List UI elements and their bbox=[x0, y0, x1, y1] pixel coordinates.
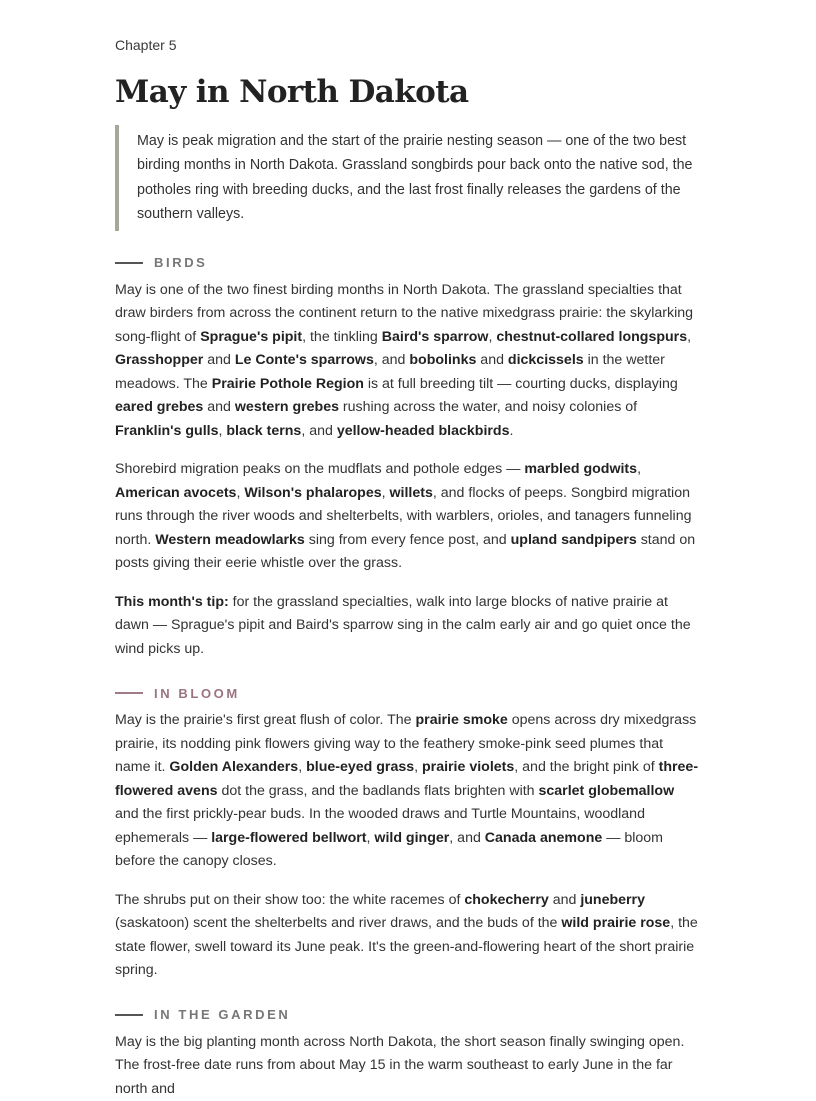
bold-term: Western meadowlarks bbox=[155, 531, 305, 548]
bold-term: juneberry bbox=[580, 891, 645, 908]
bold-term: three-flowered avens bbox=[115, 759, 699, 799]
bold-term: western grebes bbox=[234, 399, 339, 416]
birds-paragraph-1: May is one of the two finest birding months in North Dakota. The grassland specialties that draw birders from across the continent return to the native mixedgrass prairie: the skylarking song-flight of Sprague's pipit, the tinkling Baird's sparrow, chestnut-collared longspurs, Grasshopper and Le Conte's sparrows, and bobolinks and dickcissels in the wetter meadows. The Prairie Pothole Region is at full breeding tilt — courting ducks, displaying eared grebes and western grebes rushing across the water, and noisy colonies of Franklin's gulls, black terns, and yellow-headed blackbirds. bbox=[115, 281, 694, 439]
bold-term: Baird's sparrow bbox=[381, 328, 489, 345]
bold-term: Canada anemone bbox=[484, 829, 603, 846]
intro-callout: May is peak migration and the start of the prairie nesting season — one of the two best birding months in North Dakota. Grassland songbirds pour back onto the native sod, the potholes ring with breeding ducks, and the last frost finally releases the gardens of the southern valleys. bbox=[115, 125, 701, 231]
bold-term: Sprague's pipit bbox=[200, 328, 303, 345]
bold-term: dickcissels bbox=[507, 352, 584, 369]
section-heading-in-the-garden bbox=[115, 1005, 701, 1025]
section-label: IN BLOOM bbox=[154, 685, 240, 701]
bold-term: Le Conte's sparrows bbox=[234, 352, 374, 369]
bold-term: blue-eyed grass bbox=[306, 759, 415, 776]
bloom-paragraph-1: May is the prairie's first great flush of color. The prairie smoke opens across dry mixedgrass prairie, its nodding pink flowers giving way to the feathery smoke-pink seed plumes that name it. Golden Alexanders, blue-eyed grass, prairie violets, and the bright pink of three-flowered avens dot the grass, and the badlands flats brighten with scarlet globemallow and the first prickly-pear buds. In the wooded draws and Turtle Mountains, woodland ephemerals — large-flowered bellwort, wild ginger, and Canada anemone — bloom before the canopy closes. bbox=[115, 712, 699, 870]
bold-term: upland sandpipers bbox=[510, 531, 637, 548]
section-heading-in-bloom bbox=[115, 683, 701, 703]
bold-term: chokecherry bbox=[464, 891, 549, 908]
bold-term: bobolinks bbox=[409, 352, 477, 369]
garden-paragraph-1: May is the big planting month across North Dakota, the short season finally swinging open. The frost-free date runs from about May 15 in the warm southeast to early June in the far north and bbox=[115, 1033, 685, 1097]
bold-term: large-flowered bellwort bbox=[211, 829, 367, 846]
birds-paragraph-2: Shorebird migration peaks on the mudflats and pothole edges — marbled godwits, American avocets, Wilson's phalaropes, willets, and flocks of peeps. Songbird migration runs through the river woods and shelterbelts, with warblers, orioles, and tanagers funneling north. Western meadowlarks sing from every fence post, and upland sandpipers stand on posts giving their eerie whistle over the grass. bbox=[115, 461, 696, 572]
bold-term: Wilson's phalaropes bbox=[244, 484, 382, 501]
bold-term: This month's tip: bbox=[115, 593, 229, 610]
bold-term: Prairie Pothole Region bbox=[211, 375, 364, 392]
birds-tip-paragraph: This month's tip: for the grassland specialties, walk into large blocks of native prairie at dawn — Sprague's pipit and Baird's sparrow sing in the calm early air and go quiet once the wind picks up. bbox=[115, 593, 691, 657]
bold-term: wild ginger bbox=[374, 829, 450, 846]
bold-term: yellow-headed blackbirds bbox=[336, 422, 510, 439]
bold-term: Grasshopper bbox=[115, 352, 204, 369]
section-rule bbox=[115, 1014, 143, 1016]
section-rule bbox=[115, 262, 143, 264]
section-label: BIRDS bbox=[154, 255, 208, 271]
chapter-title: May in North Dakota bbox=[115, 74, 469, 110]
bold-term: willets bbox=[389, 484, 433, 501]
chapter-label: Chapter 5 bbox=[115, 37, 177, 53]
section-heading-birds bbox=[115, 253, 701, 273]
bloom-paragraph-2: The shrubs put on their show too: the white racemes of chokecherry and juneberry (saskatoon) scent the shelterbelts and river draws, and the buds of the wild prairie rose, the state flower, swell toward its June peak. It's the green-and-flowering heart of the short prairie spring. bbox=[115, 891, 698, 979]
bold-term: marbled godwits bbox=[524, 461, 638, 478]
bold-term: prairie violets bbox=[422, 759, 515, 776]
bold-term: black terns bbox=[226, 422, 302, 439]
bold-term: chestnut-collared longspurs bbox=[496, 328, 688, 345]
section-rule bbox=[115, 692, 143, 694]
bold-term: Golden Alexanders bbox=[169, 759, 299, 776]
bold-term: eared grebes bbox=[115, 399, 204, 416]
bold-term: Franklin's gulls bbox=[115, 422, 219, 439]
section-label: IN THE GARDEN bbox=[154, 1007, 291, 1023]
chapter-content bbox=[115, 36, 701, 1101]
bold-term: scarlet globemallow bbox=[538, 782, 675, 799]
bold-term: prairie smoke bbox=[415, 712, 508, 729]
bold-term: wild prairie rose bbox=[561, 915, 671, 932]
bold-term: American avocets bbox=[115, 484, 237, 501]
